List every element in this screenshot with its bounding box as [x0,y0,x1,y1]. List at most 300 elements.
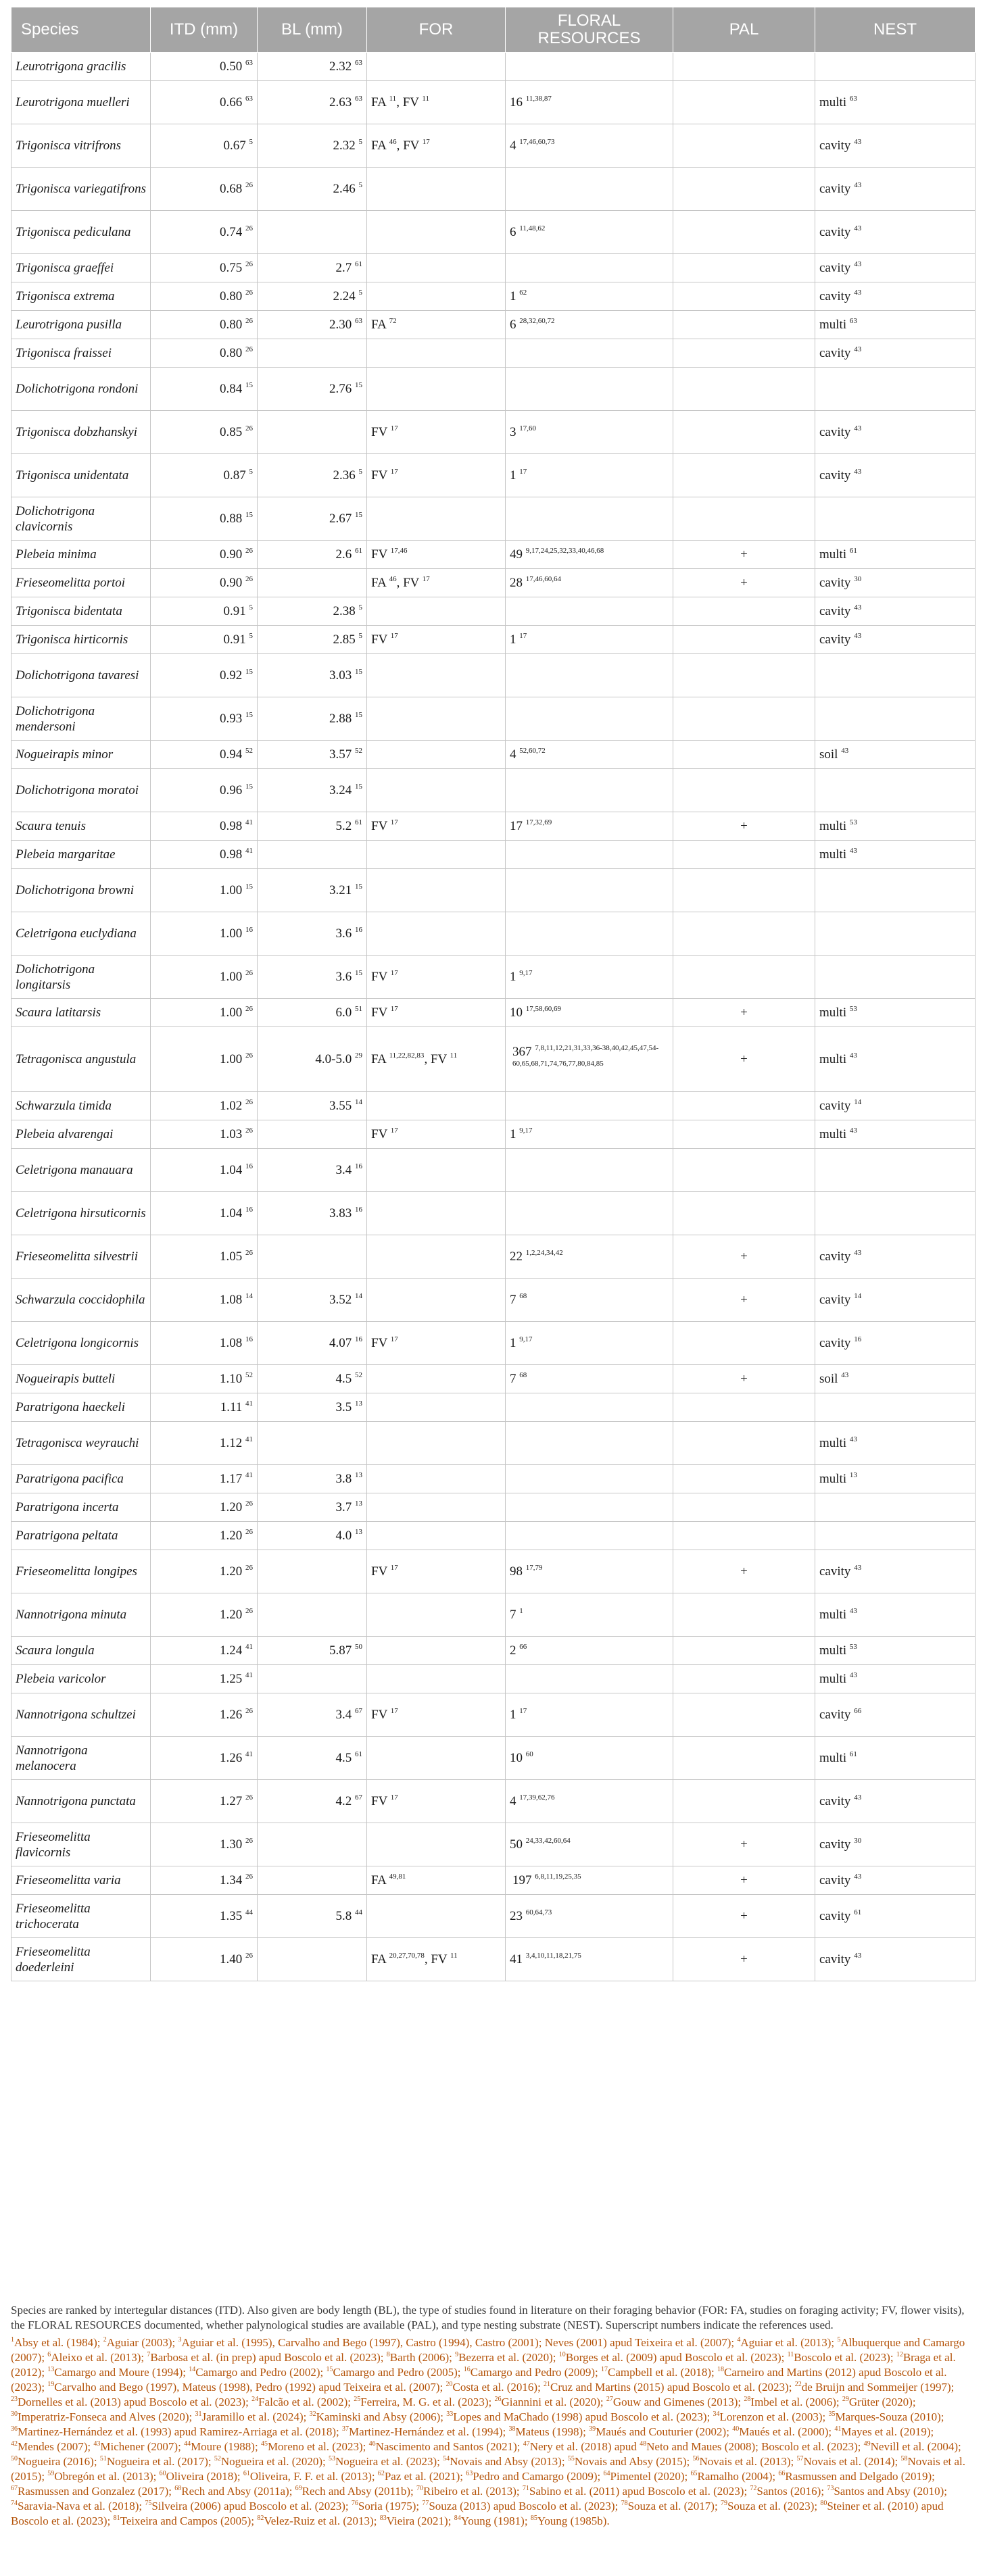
reference-text: Paz et al. (2021); [384,2470,466,2483]
for-type: FV [371,425,387,439]
reference-number: 30 [11,2410,18,2418]
itd-value: 1.08 [220,1336,243,1350]
for-type: FV [371,1708,387,1722]
pal-cell [673,741,815,769]
floral-resources-cell [506,1522,673,1550]
floral-resources-reference: 52,60,72 [519,747,546,755]
bl-value: 3.5 [335,1400,352,1414]
species-cell [11,654,151,697]
bl-cell [258,1665,367,1693]
itd-cell [151,769,258,812]
reference-text: Albuquerque and Camargo (2007); [11,2336,965,2364]
floral-resources-count: 1 [510,1127,516,1141]
itd-value: 1.04 [220,1163,243,1177]
for-reference: 17 [390,969,398,977]
reference-number: 74 [11,2500,18,2507]
table-row [11,1593,976,1637]
pal-cell [673,1637,815,1665]
nest-cell [815,53,976,81]
nest-cell [815,741,976,769]
reference-number: 84 [454,2515,461,2522]
bl-cell [258,1938,367,1981]
reference-text: Carneiro and Martins (2012) apud Boscolo et al. (2023); [11,2366,947,2394]
itd-value: 0.96 [220,783,243,797]
pal-cell [673,454,815,497]
itd-value: 1.08 [220,1293,243,1307]
pal-cell [673,999,815,1027]
for-reference: 46 [389,575,397,583]
table-row [11,1522,976,1550]
reference-text: Silveira (2006) apud Boscolo et al. (2023); [151,2500,352,2512]
nest-cell [815,912,976,956]
pal-cell [673,569,815,597]
for-cell [367,841,506,869]
itd-cell [151,1780,258,1823]
nest-cell [815,1192,976,1235]
nest-type: multi [819,318,847,332]
for-type: FA [371,1952,386,1966]
species-name: Schwarzula timida [16,1099,112,1113]
itd-reference: 26 [245,1051,253,1060]
itd-value: 1.12 [220,1436,243,1450]
bl-reference: 51 [355,1005,362,1013]
floral-resources-cell [506,1120,673,1149]
nest-type: cavity [819,468,851,482]
floral-resources-reference: 17,60 [519,424,536,432]
table-row [11,1192,976,1235]
species-cell [11,53,151,81]
bl-value: 3.21 [329,883,352,897]
bl-cell [258,1192,367,1235]
reference-text: Novais et al. (2014); [803,2455,901,2468]
species-cell [11,741,151,769]
species-name: Dolichotrigona tavaresi [16,668,139,683]
pal-cell [673,1027,815,1092]
bl-reference: 63 [355,317,362,325]
floral-resources-count: 7 [510,1293,516,1307]
nest-cell [815,1780,976,1823]
reference-text: Nogueira et al. (2023); [335,2455,443,2468]
floral-resources-cell [506,168,673,211]
nest-cell [815,1737,976,1780]
nest-type: cavity [819,1909,851,1923]
nest-type: cavity [819,1794,851,1808]
for-cell [367,1192,506,1235]
for-cell [367,1665,506,1693]
itd-cell [151,81,258,124]
for-cell [367,626,506,654]
pal-cell [673,124,815,168]
nest-type: soil [819,747,838,762]
for-cell [367,1823,506,1866]
species-cell [11,812,151,841]
floral-resources-cell [506,869,673,912]
for-cell: FA $^{20,27,70,78}$, FV $^{11}$ [367,1938,506,1981]
bl-reference: 61 [355,1750,362,1758]
pal-cell [673,211,815,254]
bl-cell [258,541,367,569]
species-cell [11,1365,151,1393]
reference-number: 32 [309,2410,316,2418]
table-row [11,841,976,869]
bl-cell [258,812,367,841]
itd-value: 1.35 [220,1909,243,1923]
floral-resources-cell [506,454,673,497]
bl-value: 2.46 [333,182,356,196]
floral-resources-count: 4 [510,747,516,762]
reference-number: 38 [508,2425,516,2433]
bl-cell [258,168,367,211]
itd-value: 0.68 [220,182,243,196]
floral-resources-reference: 11,38,87 [525,95,552,103]
reference-number: 11 [787,2351,794,2358]
species-cell [11,497,151,541]
itd-cell [151,1593,258,1637]
header-itd: ITD (mm) [151,7,258,53]
itd-cell [151,741,258,769]
species-name: Leurotrigona gracilis [16,59,126,74]
reference-text: Camargo and Pedro (2009); [470,2366,602,2379]
species-name: Trigonisca pediculana [16,225,131,239]
for-reference: 11,22,82,83 [389,1051,425,1060]
itd-value: 1.17 [220,1472,243,1486]
nest-type: multi [819,1751,847,1765]
species-cell [11,1593,151,1637]
reference-number: 82 [257,2515,264,2522]
reference-number: 16 [463,2366,471,2373]
for-cell: FA $^{11}$, FV $^{11}$ [367,81,506,124]
floral-resources-cell [506,1027,673,1092]
itd-cell [151,597,258,626]
table-row [11,1895,976,1938]
bl-reference: 15 [355,969,362,977]
reference-number: 83 [379,2515,387,2522]
reference-number: 28 [744,2396,751,2403]
reference-number: 14 [189,2366,196,2373]
nest-reference: 66 [854,1707,862,1715]
floral-resources-reference: 66 [519,1643,527,1651]
floral-resources-reference: 60 [525,1750,533,1758]
bl-reference: 16 [355,1206,362,1214]
pal-cell [673,1149,815,1192]
bl-cell [258,956,367,999]
species-cell [11,168,151,211]
header-floral-resources: FLORAL RESOURCES [506,7,673,53]
species-name: Paratrigona pacifica [16,1472,124,1486]
for-reference: 17 [390,1793,398,1802]
species-cell [11,1637,151,1665]
floral-resources-reference: 7,8,11,12,21,31,33,36-38,40,42,45,47,54-60,65,68,71,74,76,77,80,84,85 [512,1043,659,1068]
nest-reference: 30 [854,575,862,583]
reference-text: Souza (2013) apud Boscolo et al. (2023); [429,2500,621,2512]
nest-type: cavity [819,289,851,303]
floral-resources-count: 16 [510,95,523,109]
nest-reference: 43 [849,1435,857,1443]
floral-resources-reference: 17,39,62,76 [519,1793,555,1802]
species-cell [11,368,151,411]
itd-cell [151,812,258,841]
itd-value: 1.00 [220,1006,243,1020]
nest-reference: 43 [854,224,862,232]
species-cell [11,597,151,626]
species-name: Celetrigona euclydiana [16,926,137,941]
pal-cell [673,769,815,812]
for-cell [367,1550,506,1593]
reference-number: 34 [713,2410,720,2418]
floral-resources-reference: 1 [519,1607,523,1615]
itd-value: 1.20 [220,1529,243,1543]
bl-cell [258,1637,367,1665]
floral-resources-count: 41 [510,1952,523,1966]
itd-value: 1.20 [220,1564,243,1579]
species-cell [11,769,151,812]
nest-cell [815,569,976,597]
for-cell [367,812,506,841]
nest-type: cavity [819,1099,851,1113]
for-cell [367,1365,506,1393]
reference-number: 12 [896,2351,903,2358]
itd-cell [151,1550,258,1593]
nest-cell [815,211,976,254]
reference-number: 81 [113,2515,120,2522]
for-type: FV [371,1127,387,1141]
reference-text: Ferreira, M. G. et al. (2023); [360,2396,495,2408]
floral-resources-count: 2 [510,1643,516,1658]
itd-cell [151,168,258,211]
bl-value: 2.76 [329,382,352,396]
nest-type: cavity [819,261,851,275]
nest-reference: 43 [849,1607,857,1615]
itd-value: 1.34 [220,1873,243,1887]
bl-value: 4.5 [335,1372,352,1386]
for-cell [367,53,506,81]
species-name: Trigonisca graeffei [16,261,114,275]
floral-resources-reference: 60,64,73 [525,1908,552,1916]
bl-reference: 67 [355,1793,362,1802]
nest-cell [815,697,976,741]
reference-number: 77 [422,2500,429,2507]
floral-resources-count: 7 [510,1372,516,1386]
pal-cell [673,53,815,81]
reference-text: Imperatriz-Fonseca and Alves (2020); [18,2410,195,2423]
table-row [11,1866,976,1895]
reference-number: 9 [455,2351,459,2358]
bl-reference: 29 [355,1051,362,1060]
species-name: Frieseomelitta silvestrii [16,1249,139,1264]
floral-resources-cell [506,697,673,741]
itd-reference: 26 [245,317,253,325]
itd-reference: 26 [245,1607,253,1615]
bl-value: 2.38 [333,604,356,618]
itd-cell [151,211,258,254]
bl-reference: 5 [358,289,362,297]
for-cell [367,311,506,339]
floral-resources-reference: 68 [519,1292,527,1300]
nest-cell [815,1866,976,1895]
floral-resources-cell [506,1235,673,1279]
itd-cell [151,697,258,741]
table-row [11,211,976,254]
itd-value: 1.30 [220,1837,243,1852]
reference-number: 20 [446,2381,453,2388]
nest-cell [815,339,976,368]
species-cell [11,1092,151,1120]
reference-text: Barth (2006); [389,2351,456,2364]
bl-reference: 5 [358,632,362,640]
floral-resources-reference: 17 [519,632,527,640]
itd-cell [151,912,258,956]
bl-cell [258,1279,367,1322]
reference-text: Rasmussen and Delgado (2019); [785,2470,935,2483]
floral-resources-cell [506,626,673,654]
nest-cell [815,1823,976,1866]
reference-number: 17 [601,2366,608,2373]
reference-number: 75 [145,2500,152,2507]
bl-reference: 61 [355,818,362,826]
bl-reference: 15 [355,668,362,676]
table-row [11,956,976,999]
itd-value: 0.74 [220,225,243,239]
nest-reference: 43 [854,345,862,353]
species-cell [11,841,151,869]
reference-number: 10 [558,2351,566,2358]
header-bl: BL (mm) [258,7,367,53]
species-cell [11,626,151,654]
reference-number: 23 [11,2396,18,2403]
pal-cell [673,869,815,912]
nest-reference: 43 [854,1564,862,1572]
pal-cell [673,626,815,654]
nest-type: multi [819,1006,847,1020]
species-name: Trigonisca extrema [16,289,115,303]
header-for: FOR [367,7,506,53]
nest-reference: 43 [854,603,862,612]
species-name: Dolichotrigona moratoi [16,783,139,797]
itd-value: 1.00 [220,926,243,941]
species-name: Trigonisca bidentata [16,604,122,618]
pal-value: + [740,1837,748,1852]
for-cell [367,411,506,454]
nest-cell [815,999,976,1027]
nest-type: cavity [819,139,851,153]
nest-reference: 43 [849,1051,857,1060]
itd-value: 0.80 [220,346,243,360]
nest-reference: 43 [854,260,862,268]
itd-reference: 41 [245,818,253,826]
species-cell [11,81,151,124]
reference-number: 26 [494,2396,502,2403]
nest-cell [815,1393,976,1422]
for-cell [367,541,506,569]
nest-reference: 16 [854,1335,862,1343]
floral-resources-count: 98 [510,1564,523,1579]
reference-text: Soria (1975); [358,2500,423,2512]
species-name: Schwarzula coccidophila [16,1293,145,1307]
reference-number: 57 [796,2455,804,2462]
itd-reference: 26 [245,1952,253,1960]
for-reference: 17 [390,424,398,432]
for-cell [367,1149,506,1192]
floral-resources-cell [506,1365,673,1393]
nest-cell [815,812,976,841]
nest-type: cavity [819,1564,851,1579]
table-row [11,741,976,769]
reference-number: 3 [178,2336,182,2344]
header-row [11,7,976,53]
nest-cell [815,1365,976,1393]
nest-cell [815,1149,976,1192]
itd-cell [151,1522,258,1550]
reference-number: 44 [184,2440,191,2448]
floral-resources-cell [506,654,673,697]
for-cell [367,1465,506,1493]
species-name: Scaura latitarsis [16,1006,101,1020]
reference-text: Nogueira (2016); [18,2455,100,2468]
species-name: Dolichotrigona browni [16,883,135,897]
itd-cell [151,1895,258,1938]
floral-resources-reference: 17,46,60,73 [519,138,555,146]
reference-text: Giannini et al. (2020); [501,2396,606,2408]
reference-text: Obregón et al. (2013); [54,2470,160,2483]
nest-type: cavity [819,604,851,618]
reference-text: Nogueira et al. (2017); [106,2455,214,2468]
itd-reference: 26 [245,1098,253,1106]
floral-resources-cell [506,497,673,541]
floral-resources-count: 4 [510,1794,516,1808]
floral-resources-cell [506,841,673,869]
pal-cell [673,1393,815,1422]
reference-number: 33 [446,2410,454,2418]
bl-reference: 14 [355,1292,362,1300]
pal-value: + [740,1249,748,1264]
nest-reference: 13 [849,1471,857,1479]
floral-resources-cell [506,254,673,282]
reference-number: 79 [720,2500,727,2507]
for-cell [367,1092,506,1120]
reference-number: 61 [243,2470,250,2477]
table-row [11,1393,976,1422]
species-cell [11,697,151,741]
reference-text: de Bruijn and Sommeijer (1997); [801,2381,955,2394]
reference-text: Borges et al. (2009) apud Boscolo et al. (2023); [565,2351,788,2364]
for-reference: 17 [390,1005,398,1013]
itd-reference: 63 [245,95,253,103]
itd-reference: 15 [245,668,253,676]
species-cell [11,1550,151,1593]
bl-value: 2.32 [333,139,356,153]
table-row [11,1693,976,1737]
reference-number: 35 [828,2410,836,2418]
nest-type: multi [819,1672,847,1686]
pal-cell [673,597,815,626]
floral-resources-count: 10 [510,1006,523,1020]
reference-text: Rech and Absy (2011b); [302,2485,417,2498]
species-name: Dolichotrigona longitarsis [16,962,95,992]
species-name: Frieseomelitta portoi [16,576,126,590]
for-reference: 20,27,70,78 [389,1952,425,1960]
nest-reference: 43 [854,1793,862,1802]
reference-text: Braga et al. (2012); [11,2351,956,2379]
species-cell [11,124,151,168]
table-row [11,597,976,626]
itd-cell [151,339,258,368]
reference-number: 29 [842,2396,849,2403]
species-name: Tetragonisca angustula [16,1052,137,1066]
reference-text: Costa et al. (2016); [452,2381,544,2394]
pal-cell [673,1693,815,1737]
bl-reference: 67 [355,1707,362,1715]
reference-number: 73 [827,2485,834,2492]
